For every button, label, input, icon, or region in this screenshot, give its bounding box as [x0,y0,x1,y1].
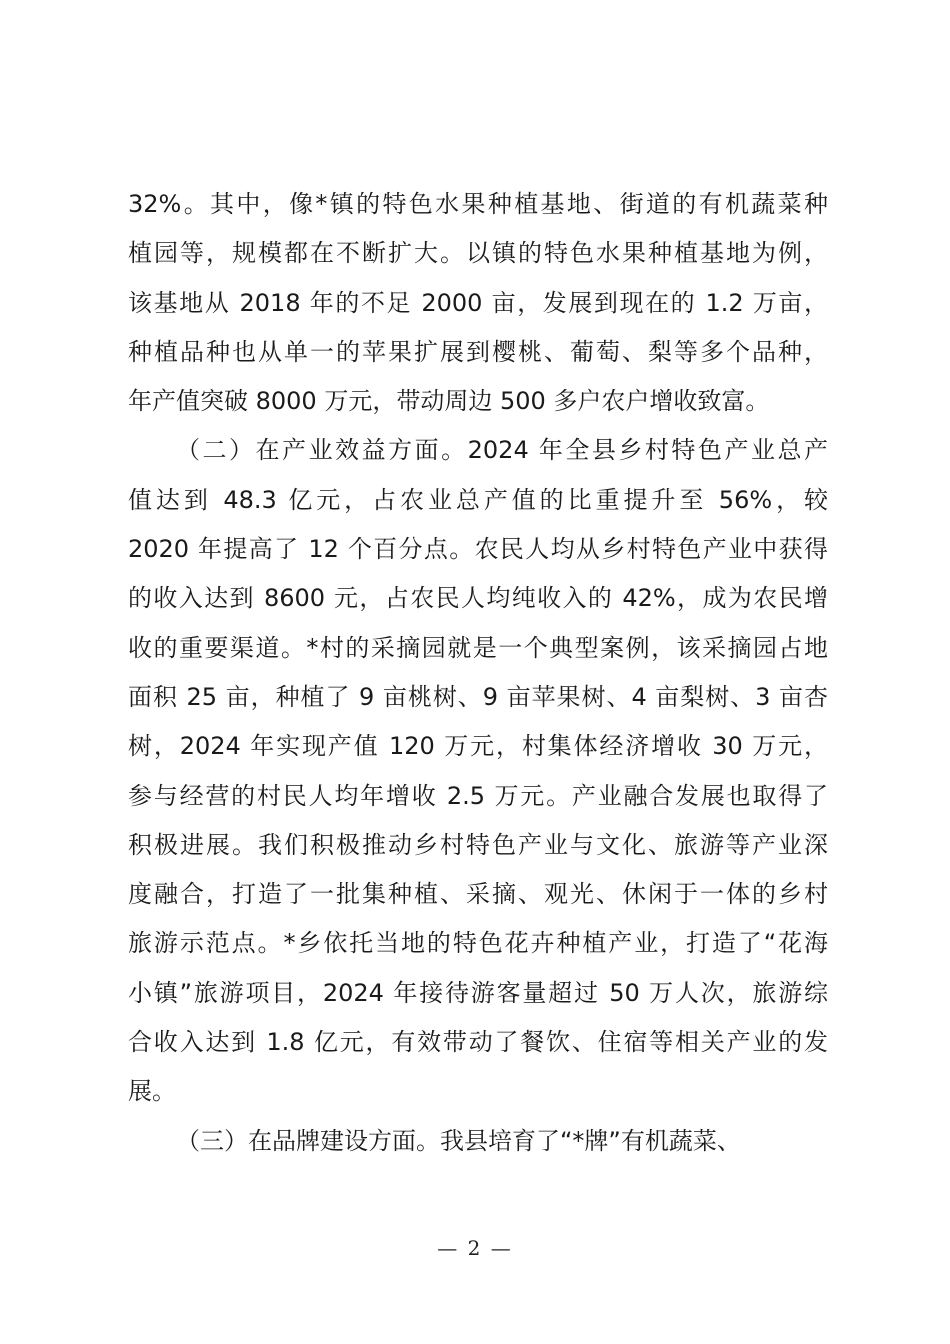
text-line: 树，2024 年实现产值 120 万元，村集体经济增收 30 万元， [128,732,828,761]
text-line: 小镇”旅游项目，2024 年接待游客量超过 50 万人次，旅游综 [128,978,828,1007]
text-line: 参与经营的村民人均年增收 2.5 万元。产业融合发展也取得了 [128,781,828,810]
body-text [128,180,828,1166]
text-line: 值达到 48.3 亿元，占农业总产值的比重提升至 56%，较 [128,485,828,514]
text-line: 植园等，规模都在不断扩大。以镇的特色水果种植基地为例， [128,239,828,268]
text-line: 合收入达到 1.8 亿元，有效带动了餐饮、住宿等相关产业的发 [128,1028,828,1057]
page-number: — 2 — [437,1236,513,1260]
text-line: 旅游示范点。*乡依托当地的特色花卉种植产业，打造了“花海 [128,929,828,958]
text-line: 面积 25 亩，种植了 9 亩桃树、9 亩苹果树、4 亩梨树、3 亩杏 [128,682,828,711]
text-line: 的收入达到 8600 元，占农民人均纯收入的 42%，成为农民增 [128,584,828,613]
text-line: 年产值突破 8000 万元，带动周边 500 多户农户增收致富。 [128,387,770,416]
text-line: 收的重要渠道。*村的采摘园就是一个典型案例，该采摘园占地 [128,633,828,662]
paragraph-heading-line: （三）在品牌建设方面。我县培育了“*牌”有机蔬菜、 [176,1126,741,1155]
text-line: 该基地从 2018 年的不足 2000 亩，发展到现在的 1.2 万亩， [128,288,828,317]
text-line: 32%。其中，像*镇的特色水果种植基地、街道的有机蔬菜种 [128,190,828,218]
text-line: 2020 年提高了 12 个百分点。农民人均从乡村特色产业中获得 [128,535,828,564]
text-line: 积极进展。我们积极推动乡村特色产业与文化、旅游等产业深 [128,830,828,859]
paragraph-heading-line: （二）在产业效益方面。2024 年全县乡村特色产业总产 [176,436,828,465]
text-line: 种植品种也从单一的苹果扩展到樱桃、葡萄、梨等多个品种， [128,337,828,366]
text-line: 度融合，打造了一批集种植、采摘、观光、休闲于一体的乡村 [128,880,828,909]
text-line: 展。 [128,1077,176,1106]
